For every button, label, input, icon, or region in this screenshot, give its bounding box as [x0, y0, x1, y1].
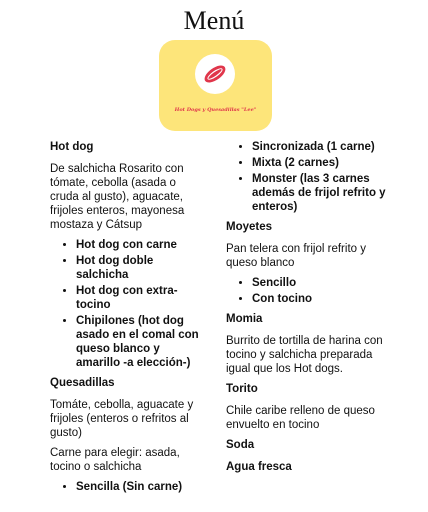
hotdog-icon: [201, 61, 229, 87]
page-title: Menú: [183, 6, 245, 35]
section-heading-quesadillas: Quesadillas: [50, 377, 115, 389]
list-item: • Chipilones (hot dog asado en el comal con queso blanco y amarillo -a elección-): [76, 314, 200, 370]
section-desc-quesadillas: Tomáte, cebolla, aguacate y frijoles (enteros o refritos al gusto): [50, 399, 194, 439]
logo-circle: [195, 54, 235, 94]
section-desc-quesadillas-meat: Carne para elegir: asada, tocino o salchicha: [50, 447, 180, 473]
logo-text: Hot Dogs y Quesadillas "Lee": [174, 107, 257, 113]
section-desc-torito: Chile caribe relleno de queso envuelto en tocino: [226, 405, 375, 431]
section-heading-momia: Momia: [226, 313, 263, 325]
section-heading-hotdog: Hot dog: [50, 141, 94, 153]
hotdog-list: [50, 238, 200, 370]
moyetes-list: [226, 276, 386, 306]
list-item: • Hot dog con extra-tocino: [76, 284, 200, 312]
section-desc-momia: Burrito de tortilla de harina con tocino y salchicha preparada igual que los Hot dogs.: [226, 335, 383, 375]
section-desc-moyetes: Pan telera con frijol refrito y queso blanco: [226, 243, 366, 269]
list-item: • Hot dog con carne: [76, 238, 200, 252]
section-heading-torito: Torito: [226, 383, 258, 395]
section-heading-soda: Soda: [226, 439, 255, 451]
list-item: • Con tocino: [252, 292, 386, 306]
list-item: • Mixta (2 carnes): [252, 156, 386, 170]
section-desc-hotdog: De salchicha Rosarito con tómate, cebolla (asada o cruda al gusto), aguacate, frijoles enteros, mayonesa mostaza y Cátsup: [50, 163, 185, 231]
section-heading-moyetes: Moyetes: [226, 221, 273, 233]
quesadillas-list-continued: [226, 140, 386, 214]
menu-column-right: [226, 140, 386, 482]
list-item: • Hot dog doble salchicha: [76, 254, 200, 282]
quesadillas-list: [50, 480, 200, 494]
section-heading-agua-fresca: Agua fresca: [226, 461, 292, 473]
menu-column-left: [50, 140, 200, 500]
list-item: • Monster (las 3 carnes además de frijol refrito y enteros): [252, 172, 386, 214]
list-item: • Sincronizada (1 carne): [252, 140, 386, 154]
list-item: • Sencilla (Sin carne): [76, 480, 200, 494]
list-item: • Sencillo: [252, 276, 386, 290]
restaurant-logo: [159, 40, 272, 131]
